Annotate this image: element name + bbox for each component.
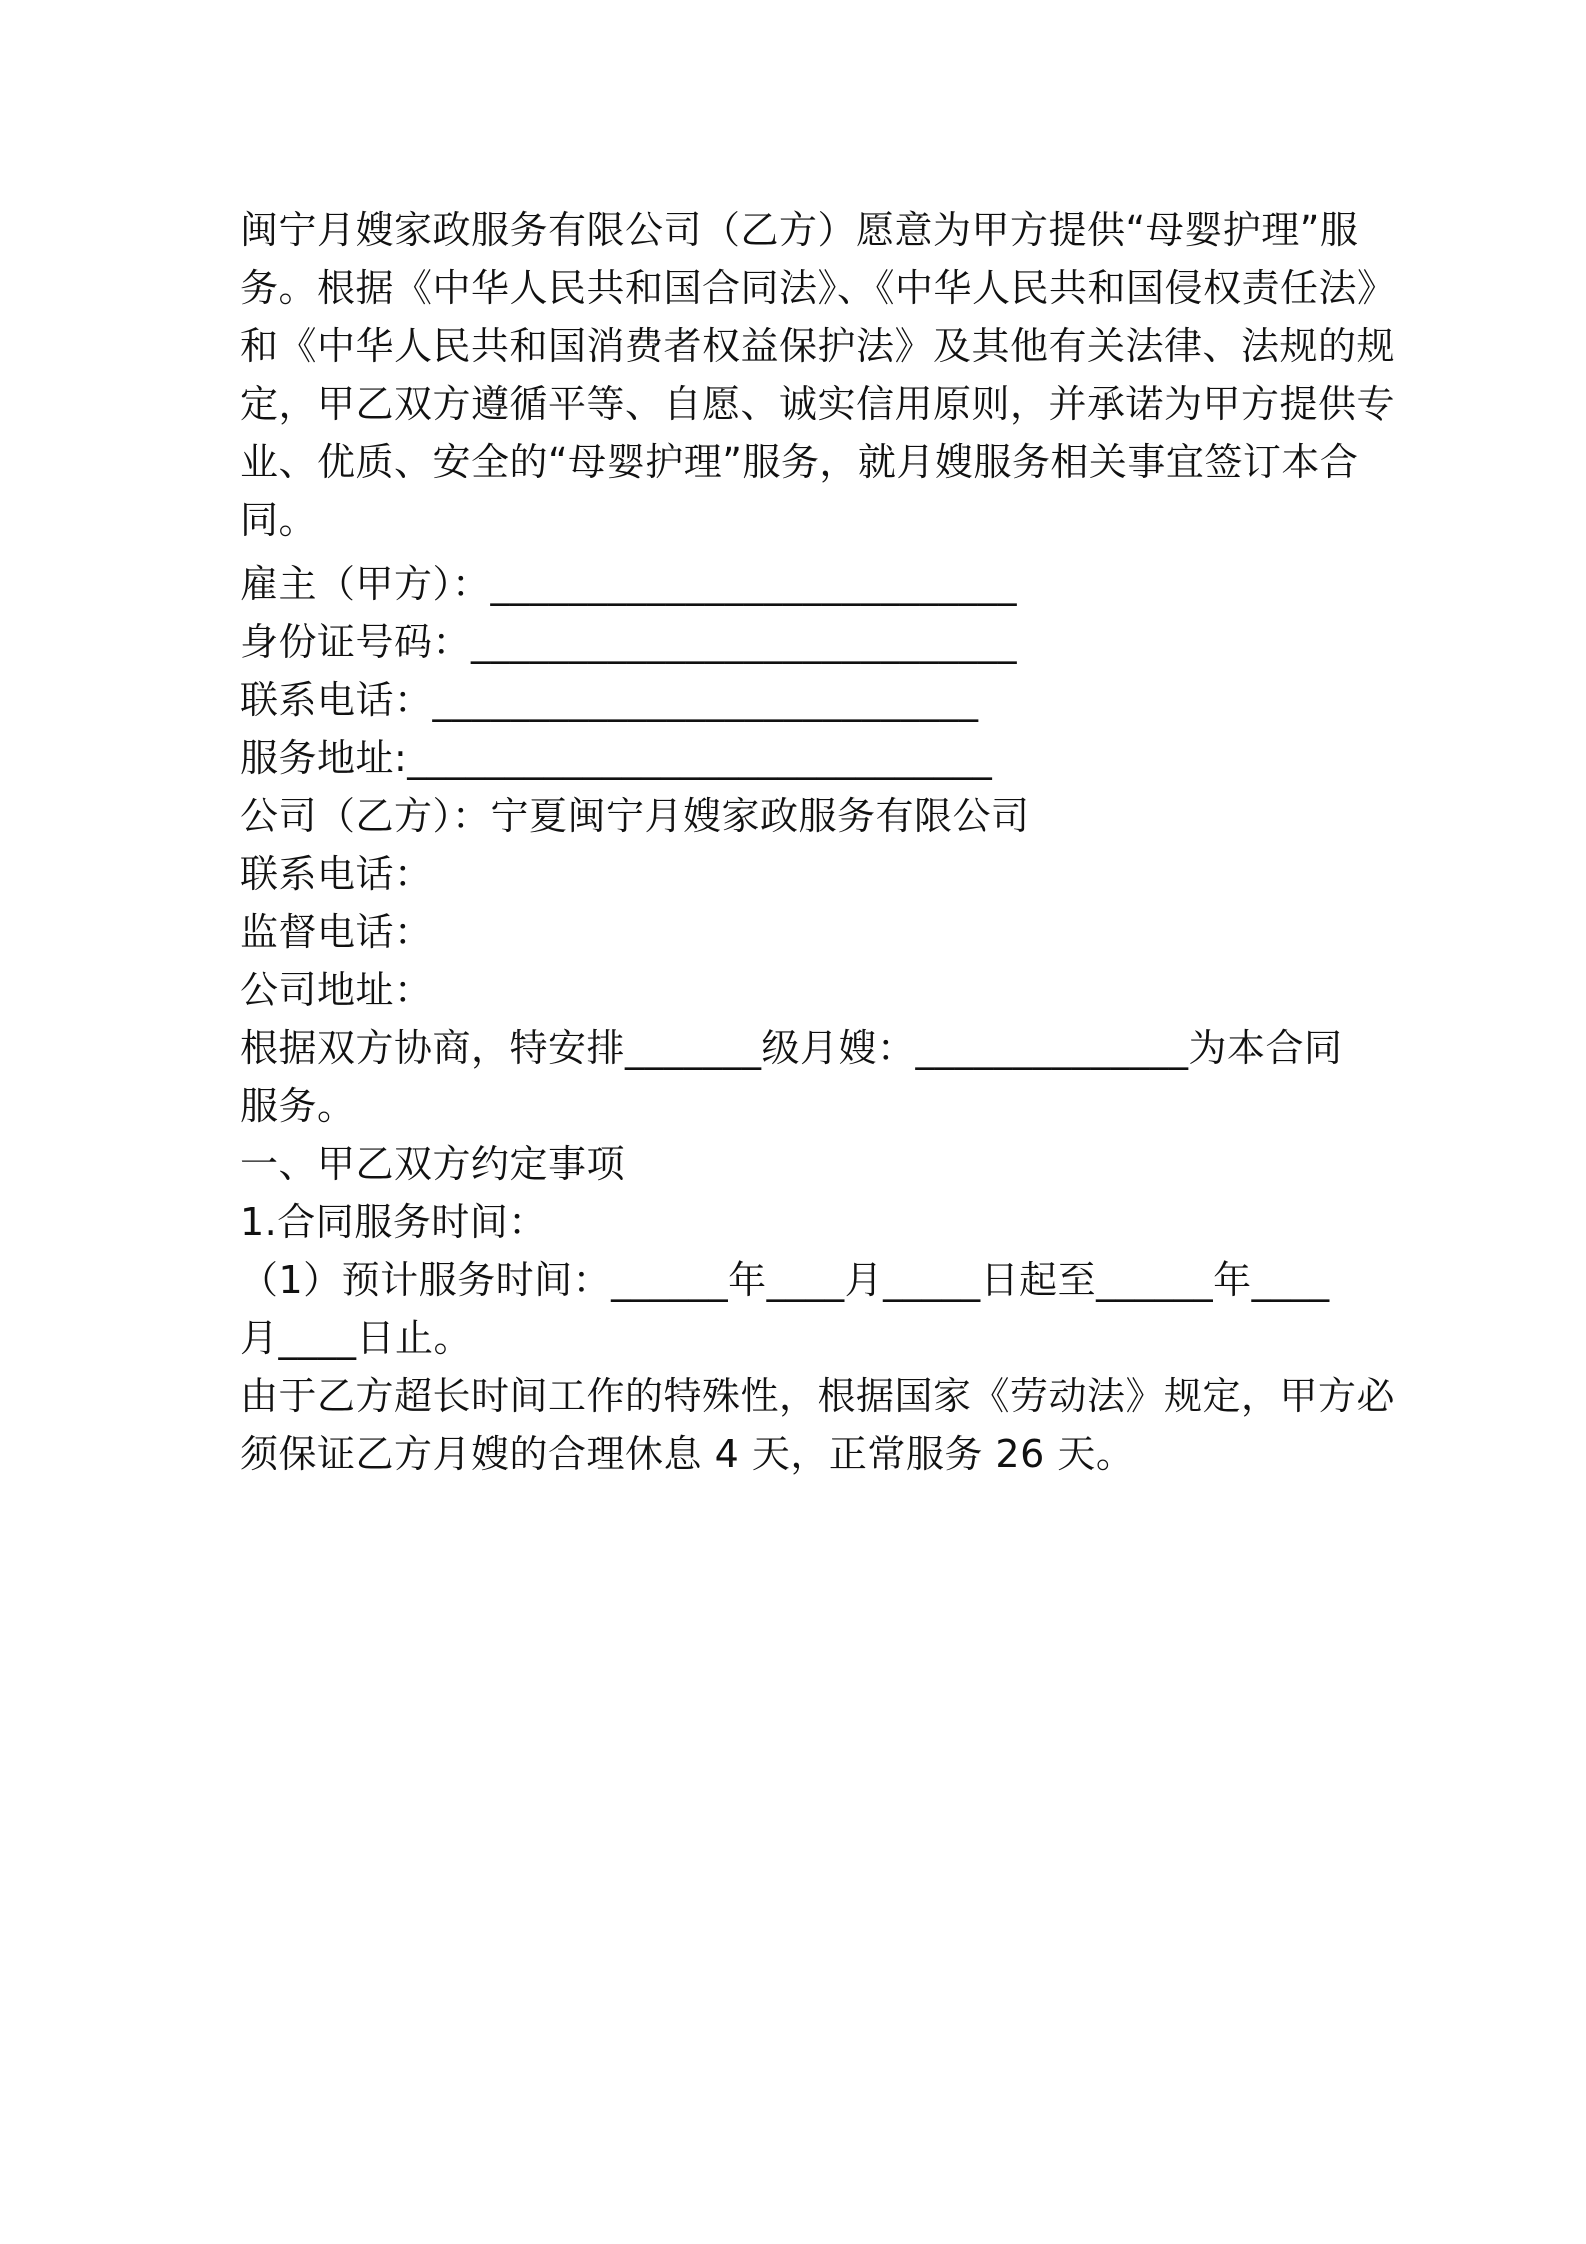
id-number-field: 身份证号码：____________________________ [240,620,1018,664]
employer-phone-field: 联系电话：____________________________ [240,678,979,722]
intro-line-2: 务。根据《中华人民共和国合同法》、《中华人民共和国侵权责任法》 [240,266,1396,310]
company-name-line: 公司（乙方）：宁夏闽宁月嫂家政服务有限公司 [240,794,1030,838]
intro-line-1: 闽宁月嫂家政服务有限公司（乙方）愿意为甲方提供“母婴护理”服 [240,208,1359,252]
arrangement-line-1: 根据双方协商，特安排_______级月嫂：______________为本合同 [240,1026,1343,1070]
intro-line-3: 和《中华人民共和国消费者权益保护法》及其他有关法律、法规的规 [240,324,1396,368]
service-time-line-1: （1）预计服务时间：______年____月_____日起至______年____ [240,1258,1330,1302]
company-phone-line: 联系电话： [240,852,433,896]
subsection-heading: 1.合同服务时间： [240,1200,547,1244]
intro-line-6: 同。 [240,498,318,542]
intro-line-4: 定，甲乙双方遵循平等、自愿、诚实信用原则，并承诺为甲方提供专 [240,382,1396,426]
service-address-field: 服务地址:______________________________ [240,736,993,780]
arrangement-line-2: 服务。 [240,1084,356,1128]
company-address-line: 公司地址： [240,968,433,1012]
employer-field: 雇主（甲方）：___________________________ [240,562,1018,606]
supervision-phone-line: 监督电话： [240,910,433,954]
rest-rule-line-1: 由于乙方超长时间工作的特殊性，根据国家《劳动法》规定，甲方必 [240,1374,1396,1418]
section-heading: 一、甲乙双方约定事项 [240,1142,626,1186]
rest-rule-line-2: 须保证乙方月嫂的合理休息 4 天，正常服务 26 天。 [240,1432,1135,1476]
service-time-line-2: 月____日止。 [240,1316,473,1360]
intro-line-5: 业、优质、安全的“母婴护理”服务，就月嫂服务相关事宜签订本合 [240,440,1359,484]
